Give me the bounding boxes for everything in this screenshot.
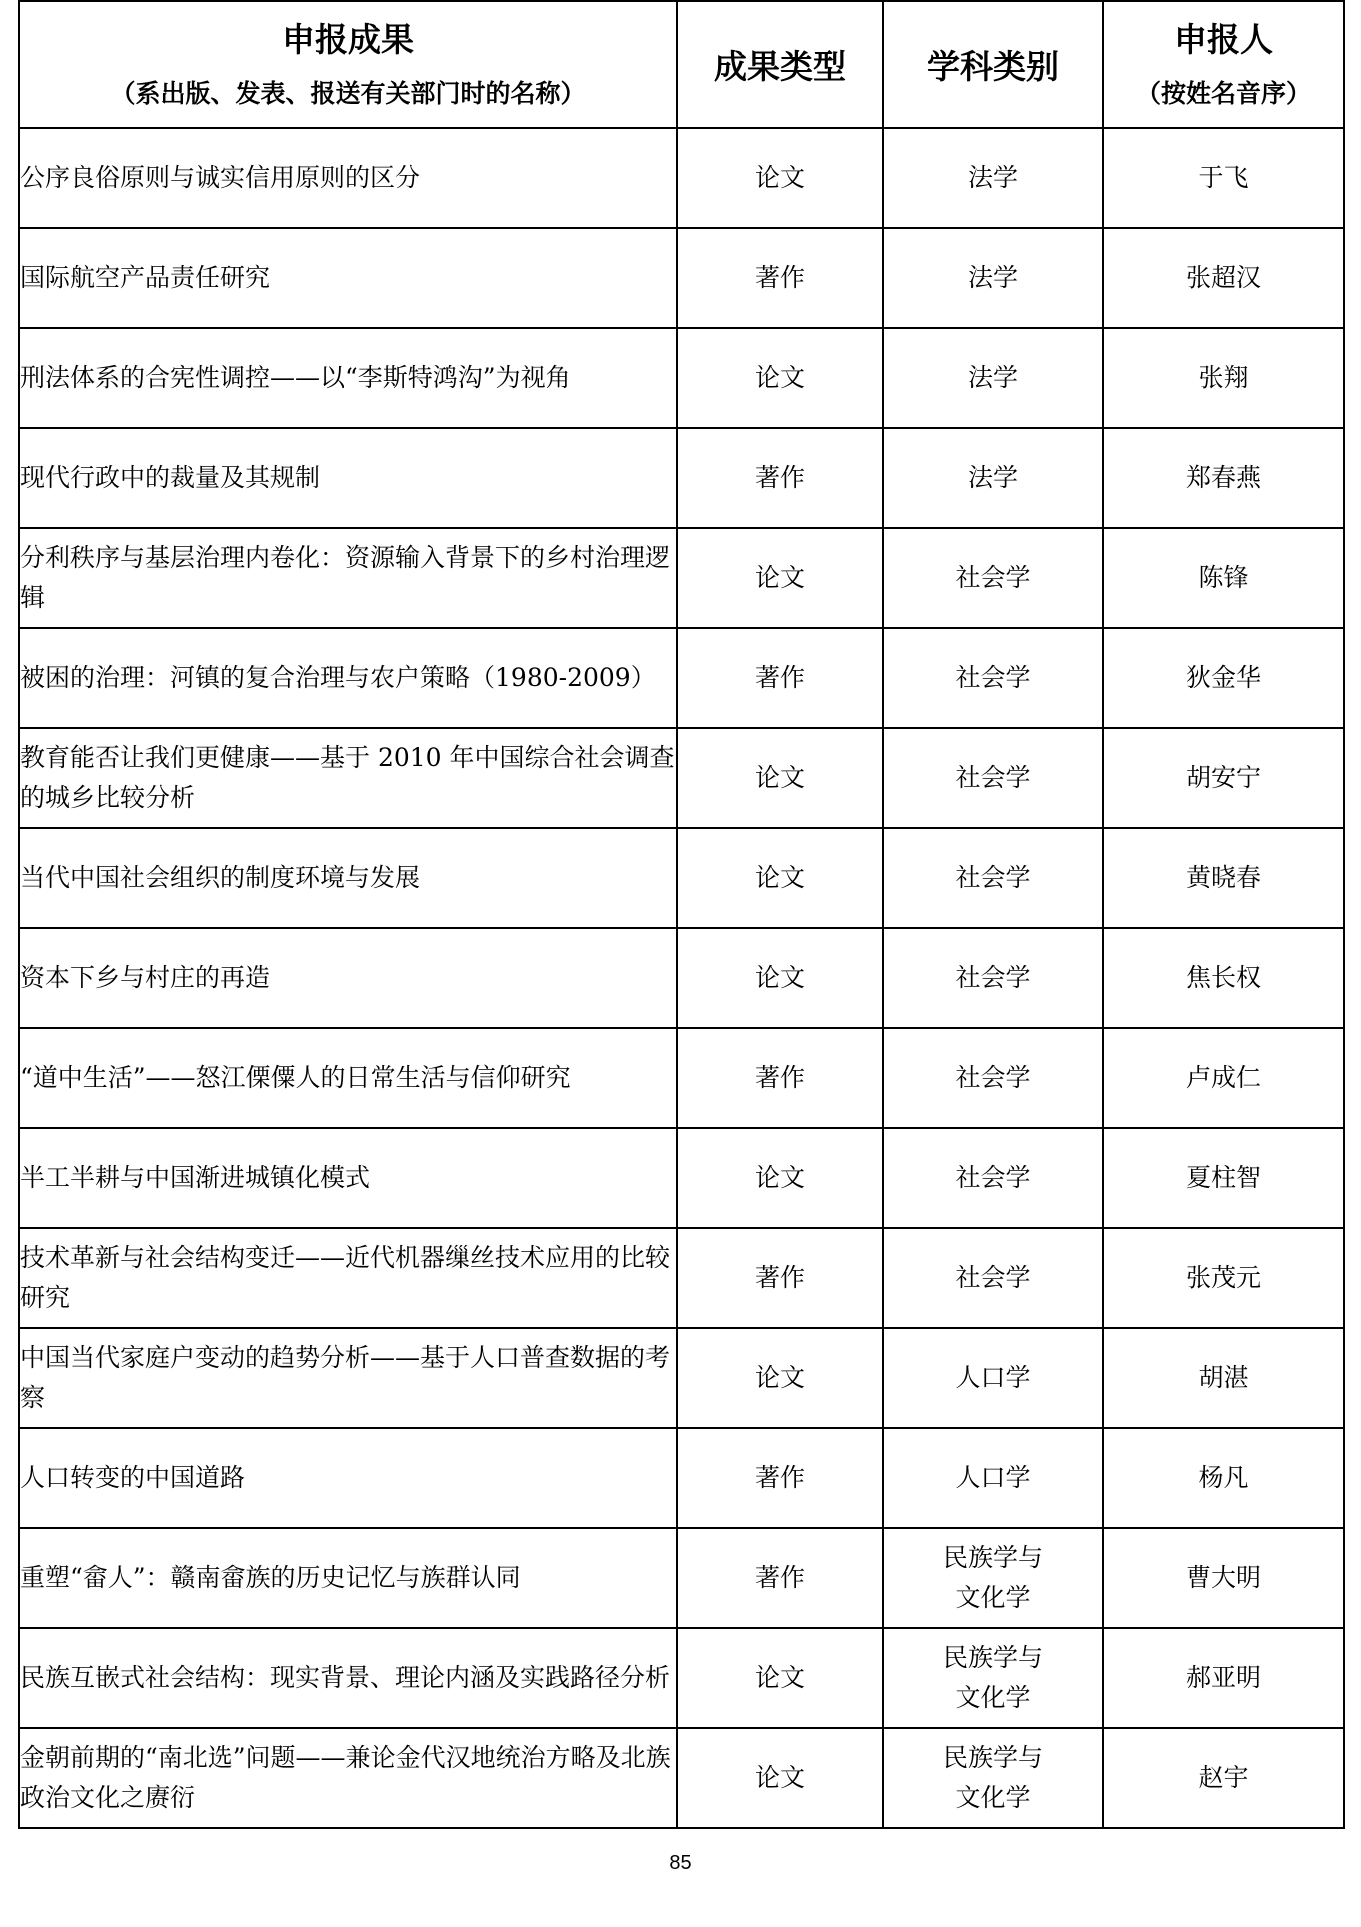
discipline-cell: 社会学 (883, 628, 1103, 728)
discipline-cell: 社会学 (883, 728, 1103, 828)
achievement-title-cell: 国际航空产品责任研究 (19, 228, 677, 328)
discipline-cell: 人口学 (883, 1328, 1103, 1428)
applicant-cell: 张超汉 (1103, 228, 1344, 328)
discipline-cell: 社会学 (883, 928, 1103, 1028)
table-row (19, 228, 1344, 328)
header-achievement-title: 申报成果 (282, 19, 414, 59)
achievement-type-cell: 著作 (677, 1228, 883, 1328)
discipline-cell: 民族学与 文化学 (883, 1728, 1103, 1828)
achievements-table (18, 0, 1345, 1829)
discipline-cell: 人口学 (883, 1428, 1103, 1528)
achievement-title-cell: “道中生活”——怒江傈僳人的日常生活与信仰研究 (19, 1028, 677, 1128)
applicant-cell: 卢成仁 (1103, 1028, 1344, 1128)
discipline-cell: 社会学 (883, 1028, 1103, 1128)
applicant-cell: 郑春燕 (1103, 428, 1344, 528)
applicant-cell: 赵宇 (1103, 1728, 1344, 1828)
header-type-label: 成果类型 (714, 47, 846, 86)
table-row (19, 728, 1344, 828)
table-row (19, 1028, 1344, 1128)
applicant-cell: 杨凡 (1103, 1428, 1344, 1528)
achievement-type-cell: 论文 (677, 1728, 883, 1828)
achievement-type-cell: 论文 (677, 1328, 883, 1428)
header-applicant (1103, 1, 1344, 128)
table-row (19, 1328, 1344, 1428)
table-row (19, 828, 1344, 928)
applicant-cell: 于飞 (1103, 128, 1344, 228)
achievement-title-cell: 被困的治理：河镇的复合治理与农户策略（1980-2009） (19, 628, 677, 728)
achievement-title-cell: 教育能否让我们更健康——基于 2010 年中国综合社会调查的城乡比较分析 (19, 728, 677, 828)
achievement-type-cell: 著作 (677, 1028, 883, 1128)
discipline-cell: 法学 (883, 328, 1103, 428)
achievement-title-cell: 现代行政中的裁量及其规制 (19, 428, 677, 528)
achievement-title-cell: 当代中国社会组织的制度环境与发展 (19, 828, 677, 928)
achievement-title-cell: 金朝前期的“南北选”问题——兼论金代汉地统治方略及北族政治文化之赓衍 (19, 1728, 677, 1828)
applicant-cell: 胡湛 (1103, 1328, 1344, 1428)
table-row (19, 428, 1344, 528)
discipline-cell: 法学 (883, 428, 1103, 528)
header-achievement-note: （系出版、发表、报送有关部门时的名称） (110, 78, 586, 108)
applicant-cell: 曹大明 (1103, 1528, 1344, 1628)
achievement-type-cell: 论文 (677, 1628, 883, 1728)
achievement-type-cell: 著作 (677, 628, 883, 728)
table-row (19, 1128, 1344, 1228)
header-achievement (19, 1, 677, 128)
applicant-cell: 黄晓春 (1103, 828, 1344, 928)
table-row (19, 328, 1344, 428)
achievement-type-cell: 论文 (677, 828, 883, 928)
applicant-cell: 焦长权 (1103, 928, 1344, 1028)
achievement-type-cell: 论文 (677, 328, 883, 428)
applicant-cell: 郝亚明 (1103, 1628, 1344, 1728)
achievement-title-cell: 中国当代家庭户变动的趋势分析——基于人口普查数据的考察 (19, 1328, 677, 1428)
table-row (19, 1528, 1344, 1628)
table-row (19, 1428, 1344, 1528)
discipline-cell: 社会学 (883, 1228, 1103, 1328)
achievement-title-cell: 民族互嵌式社会结构：现实背景、理论内涵及实践路径分析 (19, 1628, 677, 1728)
achievement-type-cell: 论文 (677, 728, 883, 828)
achievement-title-cell: 人口转变的中国道路 (19, 1428, 677, 1528)
achievement-title-cell: 刑法体系的合宪性调控——以“李斯特鸿沟”为视角 (19, 328, 677, 428)
table-body (19, 128, 1344, 1828)
achievement-title-cell: 技术革新与社会结构变迁——近代机器缫丝技术应用的比较研究 (19, 1228, 677, 1328)
table-row (19, 628, 1344, 728)
discipline-cell: 民族学与 文化学 (883, 1628, 1103, 1728)
applicant-cell: 胡安宁 (1103, 728, 1344, 828)
achievement-type-cell: 论文 (677, 128, 883, 228)
discipline-cell: 民族学与 文化学 (883, 1528, 1103, 1628)
achievement-title-cell: 分利秩序与基层治理内卷化：资源输入背景下的乡村治理逻辑 (19, 528, 677, 628)
header-row (19, 1, 1344, 128)
achievement-type-cell: 论文 (677, 928, 883, 1028)
achievement-type-cell: 著作 (677, 1428, 883, 1528)
header-type (677, 1, 883, 128)
discipline-cell: 法学 (883, 228, 1103, 328)
applicant-cell: 狄金华 (1103, 628, 1344, 728)
table-row (19, 928, 1344, 1028)
applicant-cell: 张茂元 (1103, 1228, 1344, 1328)
discipline-cell: 社会学 (883, 528, 1103, 628)
page-number: 85 (669, 1852, 692, 1874)
achievement-title-cell: 重塑“畲人”：赣南畲族的历史记忆与族群认同 (19, 1528, 677, 1628)
table-row (19, 1628, 1344, 1728)
applicant-cell: 张翔 (1103, 328, 1344, 428)
applicant-cell: 夏柱智 (1103, 1128, 1344, 1228)
discipline-cell: 法学 (883, 128, 1103, 228)
header-applicant-note: （按姓名音序） (1135, 78, 1311, 108)
achievement-title-cell: 资本下乡与村庄的再造 (19, 928, 677, 1028)
achievement-type-cell: 著作 (677, 428, 883, 528)
header-discipline (883, 1, 1103, 128)
achievement-type-cell: 著作 (677, 228, 883, 328)
discipline-cell: 社会学 (883, 828, 1103, 928)
achievement-type-cell: 论文 (677, 528, 883, 628)
table-row (19, 528, 1344, 628)
achievement-title-cell: 半工半耕与中国渐进城镇化模式 (19, 1128, 677, 1228)
discipline-cell: 社会学 (883, 1128, 1103, 1228)
achievement-type-cell: 论文 (677, 1128, 883, 1228)
header-applicant-title: 申报人 (1174, 19, 1273, 59)
table-row (19, 128, 1344, 228)
table-row (19, 1728, 1344, 1828)
achievement-title-cell: 公序良俗原则与诚实信用原则的区分 (19, 128, 677, 228)
table-row (19, 1228, 1344, 1328)
achievement-type-cell: 著作 (677, 1528, 883, 1628)
applicant-cell: 陈锋 (1103, 528, 1344, 628)
header-discipline-label: 学科类别 (927, 47, 1059, 86)
